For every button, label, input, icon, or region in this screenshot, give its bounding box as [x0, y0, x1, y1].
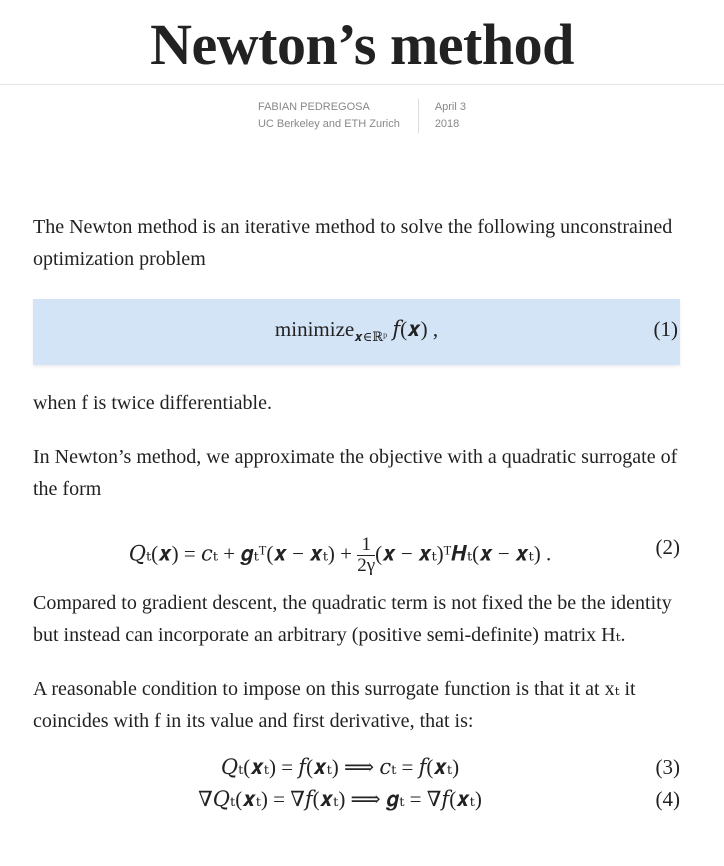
paragraph: The Newton method is an iterative method to solve the following unconstrained optimization problem — [33, 216, 673, 270]
eq-text: minimize — [274, 317, 355, 341]
author-name: FABIAN PEDREGOSA — [257, 101, 370, 113]
eq-text: 𝑄ₜ(𝒙) = 𝑐ₜ + 𝒈ₜᵀ(𝒙 − 𝒙ₜ) + — [128, 541, 358, 566]
eq-text: ∇𝑄ₜ(𝒙ₜ) = ∇𝑓(𝒙ₜ) ⟹ 𝒈ₜ = ∇𝑓(𝒙ₜ) — [198, 787, 482, 811]
equation-3 — [0, 755, 724, 787]
eq-text: (𝒙 − 𝒙ₜ)ᵀ𝑯ₜ(𝒙 − 𝒙ₜ) . — [375, 541, 552, 566]
fraction — [357, 535, 375, 576]
paragraph: A reasonable condition to impose on this surrogate function is that it at xₜ it coincides with f in its value and first derivative, that is: — [33, 678, 636, 732]
eq-subscript: 𝒙∈ℝᵖ — [354, 329, 388, 345]
paragraph: Compared to gradient descent, the quadratic term is not fixed the be the identity but instead can incorporate an arbitrary (positive semi-definite) matrix Hₜ. — [33, 592, 672, 646]
equation-box — [33, 299, 680, 365]
equation-2 — [0, 525, 724, 576]
frac-numerator: 1 — [357, 535, 375, 556]
date-day: April 3 — [434, 101, 466, 113]
byline — [0, 99, 724, 133]
paragraph: when f is twice differentiable. — [33, 392, 272, 414]
equation-number: (2) — [655, 535, 680, 559]
date-block — [419, 99, 466, 133]
equation-4 — [0, 787, 724, 819]
equation-1 — [33, 317, 680, 345]
frac-denominator: 2γ — [357, 555, 376, 576]
page-title: Newton’s method — [150, 12, 574, 77]
eq-text: 𝑄ₜ(𝒙ₜ) = 𝑓(𝒙ₜ) ⟹ 𝑐ₜ = 𝑓(𝒙ₜ) — [220, 755, 460, 779]
title-divider — [0, 84, 724, 85]
equation-number: (3) — [655, 755, 680, 779]
eq-text: 𝑓(𝒙) , — [387, 317, 439, 341]
author-affiliation: UC Berkeley and ETH Zurich — [257, 118, 400, 130]
date-year: 2018 — [434, 118, 460, 130]
paragraph: In Newton’s method, we approximate the objective with a quadratic surrogate of the form — [33, 446, 678, 500]
author-block — [258, 99, 419, 133]
equation-number: (1) — [653, 317, 678, 341]
equation-number: (4) — [655, 787, 680, 811]
